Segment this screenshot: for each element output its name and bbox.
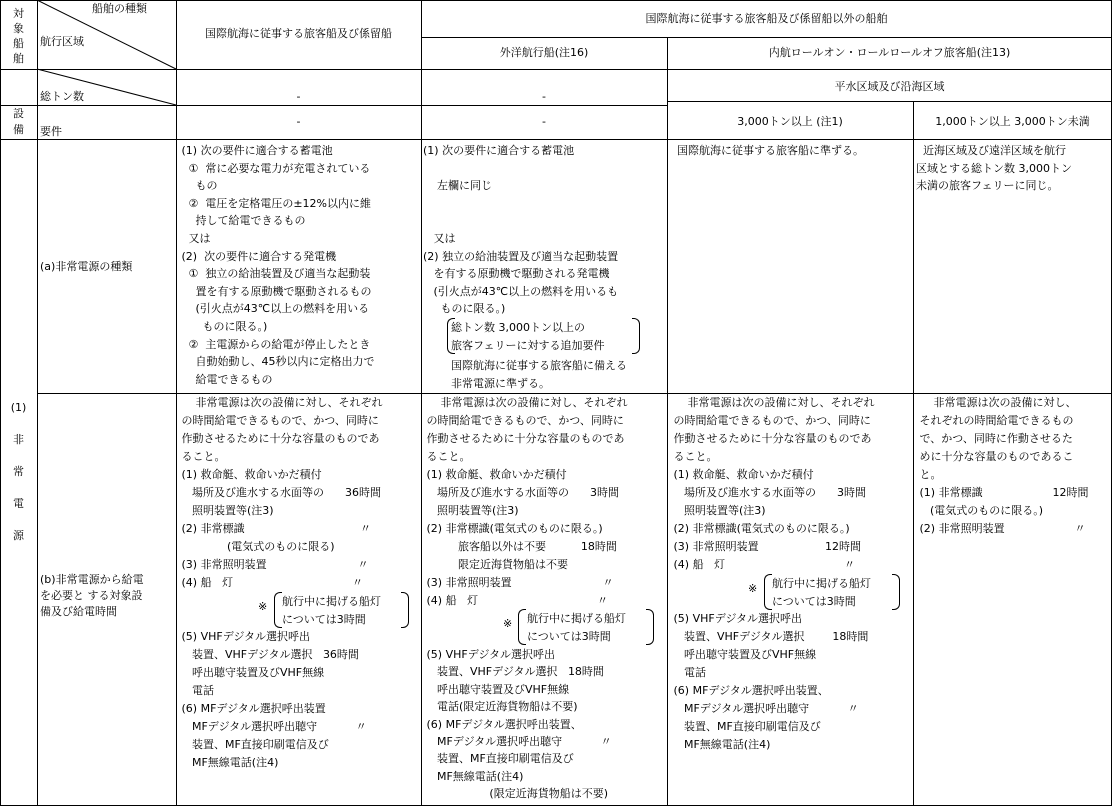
gross-tonnage-label: 総トン数 [40,90,84,103]
row-b-intl: 非常電源は次の設備に対し、それぞれ の時間給電できるもので、かつ、同時に 作動させるために十分な容量のものであ ること。 (1) 救命艇、救命いかだ積付 場所及び進水する水面等の 36時間 照明装置等(注3) (2) 非常標識 〃 (電気式のものに限る) (3) 非常照明装置 〃 (4) 船 灯 〃 [181,396,383,589]
req-intl: - [296,115,301,128]
row-a-intl: (1) 次の要件に適合する蓄電池 ① 常に必要な電力が充電されている もの ② 電圧を定格電圧の±12%以内に維 持して給電できるもの 又は (2) 次の要件に適合する発電機 ① 独立の給油装置及び適当な起動装 置を有する原動機で駆動されるもの (引火点が43℃以上の燃料を用いる ものに限る。) ② 主電源からの給電が停止したとき 自動始動し、45秒以内に定格出力で 給電できるもの [181,144,375,386]
bracket-mark: ※ [748,582,758,595]
col-domestic-heading: 内航ロールオン・ロールロールオフ旅客船(注13) [768,46,1011,59]
row-a-ocean: (1) 次の要件に適合する蓄電池 左欄に同じ 又は (2) 独立の給油装置及び適当な起動装置 を有する原動機で駆動される発電機 (引火点が43℃以上の燃料を用いるも ものに限る。) [423,144,619,316]
section-emergency-power: (1) 非 常 電 源 [10,401,27,542]
row-b-label: (b)非常電源から給電 を必要と する対象設 備及び給電時間 [40,573,144,618]
row-b-ocean-bracket: 航行中に掲げる船灯 については3時間 [527,612,626,643]
row-b-domestic-1: 非常電源は次の設備に対し、それぞれ の時間給電できるもので、かつ、同時に 作動させるために十分な容量のものであ ること。 (1) 救命艇、救命いかだ積付 場所及び進水する水面等の 3時間 照明装置等(注3) (2) 非常標識(電気式のものに限る。) (3) 非常照明装置 12時間 (4) 船 灯 〃 [673,396,875,571]
requirements-label: 要件 [40,125,62,138]
row-b-intl-radio: (5) VHFデジタル選択呼出 装置、VHFデジタル選択 36時間 呼出聴守装置及びVHF無線 電話 (6) MFデジタル選択呼出装置 MFデジタル選択呼出聴守 〃 装置、MF直接印刷電信及び MF無線電話(注4) [181,630,367,769]
row-a-ocean-note: 国際航海に従事する旅客船に備える 非常電源に準ずる。 [451,359,627,390]
row-b-intl-bracket: 航行中に掲げる船灯 については3時間 [282,595,381,626]
bracket-left [518,609,526,645]
req-ocean: - [542,115,546,128]
equipment-label: 設 備 [13,107,24,136]
target-ship-label: 対 象 船 舶 [13,7,24,65]
area-domestic: 平水区域及び沿海区域 [834,80,945,93]
col-ocean-heading: 外洋航行船(注16) [499,46,589,59]
row-a-ocean-bracket: 総トン数 3,000トン以上の 旅客フェリーに対する追加要件 [451,321,605,352]
bracket-right [401,592,409,628]
row-a-domestic-2: 近海区域及び遠洋区域を航行 区域とする総トン数 3,000トン 未満の旅客フェリーに同じ。 [916,144,1072,193]
bracket-left [274,592,282,628]
row-b-domestic-2: 非常電源は次の設備に対し、 それぞれの時間給電できるもの で、かつ、同時に作動させるた めに十分な容量のものであるこ と。 (1) 非常標識 12時間 (電気式のものに限る。) (2) 非常照明装置 〃 [919,396,1089,535]
corner-route: 航行区域 [40,35,84,48]
row-a-domestic-1: 国際航海に従事する旅客船に準ずる。 [670,144,864,157]
row-a-label: (a)非常電源の種類 [40,260,133,273]
row-b-domestic-1-bracket: 航行中に掲げる船灯 については3時間 [772,577,871,608]
bracket-right [632,318,640,354]
bracket-left [764,574,772,610]
bracket-mark: ※ [258,600,268,613]
col-intl-heading: 国際航海に従事する旅客船及び係留船 [205,27,392,40]
bracket-mark: ※ [503,617,513,630]
bracket-right [892,574,900,610]
bracket-right [646,609,654,645]
col-other-heading: 国際航海に従事する旅客船及び係留船以外の船舶 [645,12,888,25]
req-domestic-1: 3,000トン以上 (注1) [737,115,843,128]
req-domestic-2: 1,000トン以上 3,000トン未満 [935,115,1090,128]
corner-ship-type: 船舶の種類 [92,2,147,15]
row-b-ocean: 非常電源は次の設備に対し、それぞれ の時間給電できるもので、かつ、同時に 作動させるために十分な容量のものであ ること。 (1) 救命艇、救命いかだ積付 場所及び進水する水面等の 3時間 照明装置等(注3) (2) 非常標識(電気式のものに限る。) 旅客船以外は不要 18時間 限定近海貨物船は不要 (3) 非常照明装置 〃 (4) 船 灯 〃 [426,396,628,607]
tonnage-intl: - [296,90,301,103]
tonnage-ocean: - [542,90,546,103]
row-b-ocean-radio: (5) VHFデジタル選択呼出 装置、VHFデジタル選択 18時間 呼出聴守装置及びVHF無線 電話(限定近海貨物船は不要) (6) MFデジタル選択呼出装置、 MFデジタル選択呼出聴守 〃 装置、MF直接印刷電信及び MF無線電話(注4) (限定近海貨物船は不要) [426,648,612,801]
row-b-domestic-1-radio: (5) VHFデジタル選択呼出 装置、VHFデジタル選択 18時間 呼出聴守装置及びVHF無線 電話 (6) MFデジタル選択呼出装置、 MFデジタル選択呼出聴守 〃 装置、MF直接印刷電信及び MF無線電話(注4) [673,612,869,751]
